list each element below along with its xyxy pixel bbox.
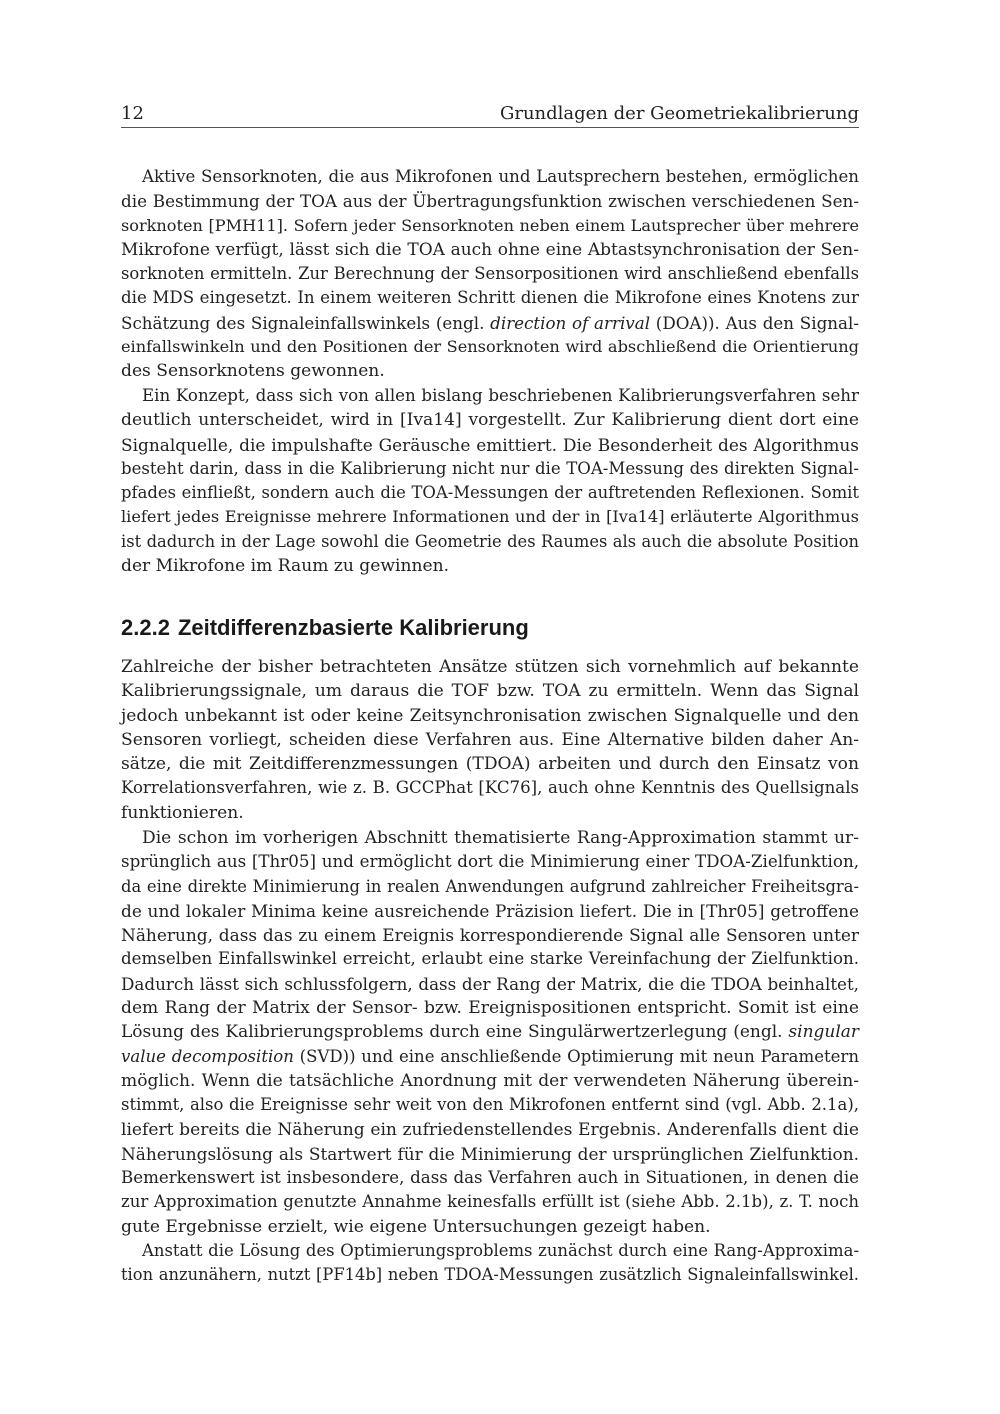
text-line: funktionieren. <box>121 802 244 823</box>
text-line: des Sensorknotens gewonnen. <box>121 361 385 382</box>
section-title: Zeitdifferenzbasierte Kalibrierung <box>177 615 529 640</box>
text-line: Bemerkenswert ist insbesondere, dass das Verfahren auch in Situationen, in denen die <box>121 1168 859 1188</box>
text-line: die MDS eingesetzt. In einem weiteren Schritt dienen die Mikrofone eines Knotens zur <box>121 288 859 308</box>
text-line: Die schon im vorherigen Abschnitt thematisierte Rang-Approximation stammt ur- <box>142 828 859 848</box>
text-line: value decomposition (SVD)) und eine anschließende Optimierung mit neun Parametern <box>121 1046 859 1066</box>
text-line: Korrelationsverfahren, wie z. B. GCCPhat [KC76], auch ohne Kenntnis des Quellsignals <box>121 778 859 798</box>
paragraph-5 <box>121 1239 859 1288</box>
text-line: da eine direkte Minimierung in realen Anwendungen aufgrund zahlreicher Freiheitsgra- <box>121 876 859 896</box>
text-line: liefert jedes Ereignisse mehrere Informationen und der in [Iva14] erläuterte Algorithmus <box>121 507 859 527</box>
page-number: 12 <box>121 103 144 124</box>
text-line: Schätzung des Signaleinfallswinkels (engl. direction of arrival (DOA)). Aus den Signal- <box>121 312 859 333</box>
text-line: sätze, die mit Zeitdifferenzmessungen (TDOA) arbeiten und durch den Einsatz von <box>121 754 859 775</box>
section-number: 2.2.2 <box>121 615 170 640</box>
text-line: die Bestimmung der TOA aus der Übertragungsfunktion zwischen verschiedenen Sen- <box>121 191 859 212</box>
running-header <box>121 100 859 128</box>
emphasis: value decomposition <box>121 1046 294 1066</box>
text-line: sprünglich aus [Thr05] und ermöglicht dort die Minimierung einer TDOA-Zielfunktion, <box>121 852 859 872</box>
paragraph-4 <box>121 826 859 1239</box>
text-line: Anstatt die Lösung des Optimierungsproblems zunächst durch eine Rang-Approxima- <box>142 1241 859 1260</box>
text-line: einfallswinkeln und den Positionen der Sensorknoten wird abschließend die Orientierung <box>121 337 859 357</box>
text-line: Ein Konzept, dass sich von allen bislang beschriebenen Kalibrierungsverfahren sehr <box>142 386 859 405</box>
text-line: sorknoten [PMH11]. Sofern jeder Sensorknoten neben einem Lautsprecher über mehrere <box>121 215 859 235</box>
text-line: besteht darin, dass in die Kalibrierung nicht nur die TOA-Messung des direkten Signal- <box>121 458 859 478</box>
emphasis: singular <box>788 1022 859 1043</box>
emphasis: direction of arrival <box>490 312 651 333</box>
text-line: stimmt, also die Ereignisse sehr weit von den Mikrofonen entfernt sind (vgl. Abb. 2.1a), <box>121 1095 859 1115</box>
text-line: tion anzunähern, nutzt [PF14b] neben TDOA-Messungen zusätzlich Signaleinfallswinkel. <box>121 1265 859 1285</box>
paragraph-3 <box>121 655 859 825</box>
text-line: deutlich unterscheidet, wird in [Iva14] vorgestellt. Zur Kalibrierung dient dort eine <box>121 410 859 431</box>
paragraph-2 <box>121 384 859 578</box>
text-line: liefert bereits die Näherung ein zufriedenstellendes Ergebnis. Anderenfalls dient die <box>121 1119 859 1140</box>
text-line: möglich. Wenn die tatsächliche Anordnung mit der verwendeten Näherung überein- <box>121 1070 859 1091</box>
text-line: Näherungslösung als Startwert für die Minimierung der ursprünglichen Zielfunktion. <box>121 1143 859 1164</box>
text-line: ist dadurch in der Lage sowohl die Geometrie des Raumes als auch die absolute Position <box>121 531 859 551</box>
text-line: der Mikrofone im Raum zu gewinnen. <box>121 556 450 577</box>
text-line: Näherung, dass das zu einem Ereignis korrespondierende Signal alle Sensoren unter <box>121 925 859 946</box>
text-line: de und lokaler Minima keine ausreichende Präzision liefert. Die in [Thr05] getroffene <box>121 900 859 921</box>
text-line: sorknoten ermitteln. Zur Berechnung der Sensorpositionen wird anschließend ebenfalls <box>121 264 859 284</box>
text-line: Zahlreiche der bisher betrachteten Ansätze stützen sich vornehmlich auf bekannte <box>121 657 859 677</box>
running-title: Grundlagen der Geometriekalibrierung <box>499 103 859 124</box>
text-line: gute Ergebnisse erzielt, wie eigene Untersuchungen gezeigt haben. <box>121 1216 711 1237</box>
text-line: zur Approximation genutzte Annahme keinesfalls erfüllt ist (siehe Abb. 2.1b), z. T. noch <box>121 1192 859 1212</box>
text-line: Lösung des Kalibrierungsproblems durch eine Singulärwertzerlegung (engl. singular <box>121 1022 859 1043</box>
section-heading <box>121 614 529 642</box>
text-line: dem Rang der Matrix der Sensor- bzw. Ereignispositionen entspricht. Somit ist eine <box>121 998 859 1019</box>
text-line: Dadurch lässt sich schlussfolgern, dass der Rang der Matrix, die die TDOA beinhaltet, <box>121 973 859 994</box>
text-line: Kalibrierungssignale, um daraus die TOF bzw. TOA zu ermitteln. Wenn das Signal <box>121 681 859 702</box>
text-line: Aktive Sensorknoten, die aus Mikrofonen und Lautsprechern bestehen, ermöglichen <box>142 167 859 186</box>
text-line: pfades einfließt, sondern auch die TOA-Messungen der auftretenden Reflexionen. Somit <box>121 483 859 503</box>
text-line: Signalquelle, die impulshafte Geräusche emittiert. Die Besonderheit des Algorithmus <box>121 434 859 455</box>
text-line: Mikrofone verfügt, lässt sich die TOA auch ohne eine Abtastsynchronisation der Sen- <box>121 239 859 260</box>
paragraph-1 <box>121 165 859 384</box>
text-line: jedoch unbekannt ist oder keine Zeitsynchronisation zwischen Signalquelle und den <box>121 705 859 726</box>
text-line: Sensoren vorliegt, scheiden diese Verfahren aus. Eine Alternative bilden daher An- <box>121 729 859 750</box>
text-line: demselben Einfallswinkel erreicht, erlaubt eine starke Vereinfachung der Zielfunktion. <box>121 949 859 969</box>
